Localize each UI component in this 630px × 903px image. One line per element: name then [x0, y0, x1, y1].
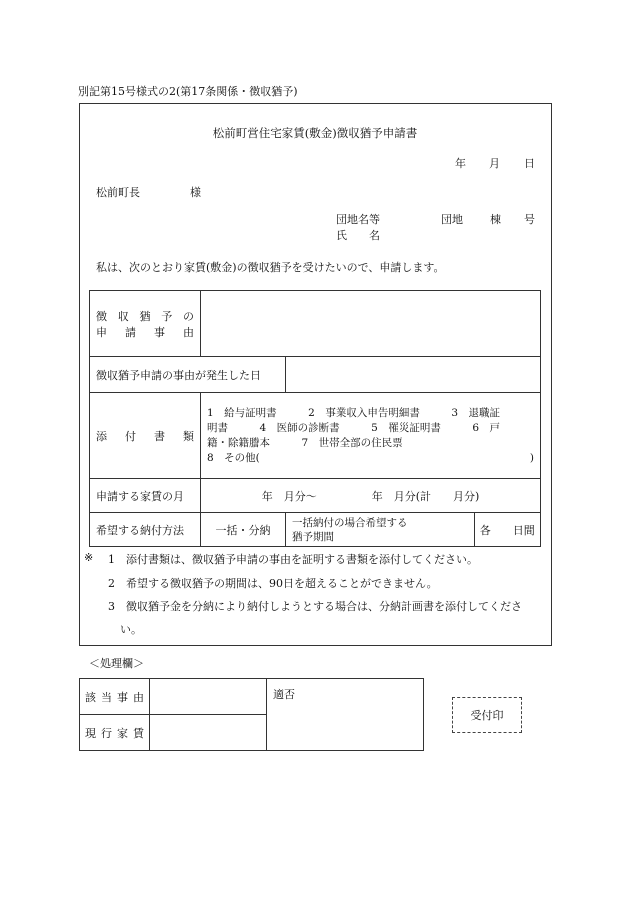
- note-1: 1 添付書類は、徴収猶予申請の事由を証明する書類を添付してください。: [108, 553, 478, 566]
- attachments-label-cell: [90, 393, 201, 479]
- note-3a: 3 徴収猶予金を分納により納付しようとする場合は、分納計画書を添付してくださ: [108, 600, 522, 613]
- attachments-other-close: ): [529, 451, 534, 464]
- reason-label-line1: 徴収猶予の: [96, 309, 194, 323]
- attachments-other: 8 その他(: [207, 451, 260, 464]
- building-unit: 棟: [490, 213, 501, 226]
- form-number: 別記第15号様式の2(第17条関係・徴収猶予): [78, 85, 298, 98]
- number-unit: 号: [524, 213, 535, 226]
- intro-text: 私は、次のとおり家賃(敷金)の徴収猶予を受けたいので、申請します。: [96, 261, 445, 274]
- processing-item2-value[interactable]: [150, 715, 267, 751]
- lump-label-line1: 一括納付の場合希望する: [292, 516, 408, 529]
- attachments-line-4: [207, 451, 534, 466]
- reception-stamp-box: [452, 697, 522, 733]
- danchi-label: 団地名等: [336, 213, 380, 226]
- rent-label-cell: [90, 479, 201, 513]
- processing-item1-value[interactable]: [150, 679, 267, 715]
- occurrence-value-cell[interactable]: [286, 357, 541, 393]
- note-3b: い。: [120, 623, 142, 636]
- processing-item1-cell: [80, 679, 150, 715]
- application-table: [89, 290, 541, 547]
- reason-label-line2: 申請事由: [96, 325, 194, 339]
- processing-suitability: 適否: [273, 688, 295, 701]
- reason-value-cell[interactable]: [201, 291, 541, 357]
- payment-option-cell: [201, 513, 286, 547]
- danchi-unit: 団地: [441, 213, 463, 226]
- date-year: 年: [455, 157, 466, 170]
- name-label: 氏 名: [336, 229, 380, 242]
- processing-item2: 現行家賃: [85, 726, 144, 740]
- processing-table: [79, 678, 424, 751]
- reason-label-cell: [90, 291, 201, 357]
- date-day: 日: [524, 157, 535, 170]
- processing-item2-cell: [80, 715, 150, 751]
- attachments-line-2: 明書 4 医師の診断書 5 罹災証明書 6 戸: [207, 421, 501, 434]
- form-title: 松前町営住宅家賃(敷金)徴収猶予申請書: [212, 126, 418, 140]
- addressee-name: 松前町長: [96, 186, 140, 199]
- attachments-line-1: 1 給与証明書 2 事業収入申告明細書 3 退職証: [207, 406, 501, 419]
- processing-item1: 該当事由: [85, 690, 144, 704]
- attachments-line-3: 籍・除籍謄本 7 世帯全部の住民票: [207, 436, 403, 449]
- reception-stamp-label: 受付印: [470, 709, 504, 722]
- lump-value-cell: [474, 513, 540, 547]
- occurrence-label-cell: [90, 357, 286, 393]
- rent-label: 申請する家賃の月: [96, 489, 184, 503]
- payment-option: 一括・分納: [215, 523, 271, 537]
- addressee-honorific: 様: [190, 186, 201, 199]
- rent-value-cell: [201, 479, 541, 513]
- payment-label: 希望する納付方法: [96, 523, 184, 537]
- rent-value: 年 月分～ 年 月分(計 月分): [261, 489, 480, 503]
- lump-value: 各 日間: [479, 523, 535, 537]
- lump-label-cell: [286, 513, 475, 547]
- note-2: 2 希望する徴収猶予の期間は、90日を超えることができません。: [108, 577, 438, 590]
- attachments-value-cell: [201, 393, 541, 479]
- processing-suitability-cell: [267, 679, 424, 751]
- lump-label-line2: 猶予期間: [292, 530, 334, 543]
- attachments-label: 添付書類: [96, 429, 194, 443]
- notes-mark: ※: [84, 551, 94, 564]
- processing-heading: ＜処理欄＞: [89, 657, 144, 670]
- payment-label-cell: [90, 513, 201, 547]
- date-month: 月: [489, 157, 500, 170]
- occurrence-label: 徴収猶予申請の事由が発生した日: [96, 368, 261, 382]
